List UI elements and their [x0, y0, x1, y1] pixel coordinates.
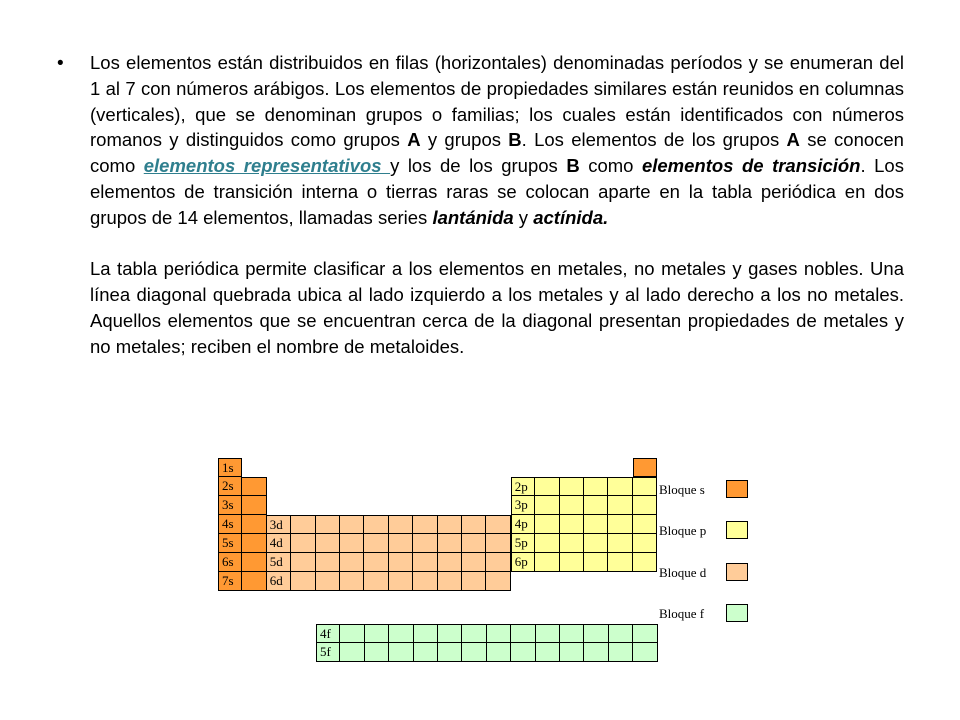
- cell-d: [462, 553, 486, 572]
- cell-d: [413, 572, 437, 591]
- cell-s-label: 7s: [218, 572, 242, 591]
- cell-d: [316, 553, 340, 572]
- cell-d: [316, 534, 340, 553]
- cell-f: [560, 624, 584, 643]
- cell-f: [414, 624, 438, 643]
- cell-f: [511, 624, 535, 643]
- cell-s-label: 1s: [218, 458, 242, 477]
- cell-p-label: 4p: [511, 515, 535, 534]
- cell-p: [560, 477, 584, 496]
- cell-d: [389, 553, 413, 572]
- cell-f: [487, 624, 511, 643]
- cell-d-label: 5d: [267, 553, 291, 572]
- cell-f: [560, 643, 584, 662]
- cell-p: [633, 553, 657, 572]
- cell-d: [438, 515, 462, 534]
- cell-d: [438, 572, 462, 591]
- cell-d: [316, 515, 340, 534]
- term-transicion: elementos de transición: [641, 155, 861, 177]
- bullet: •: [57, 53, 64, 74]
- cell-p: [584, 477, 608, 496]
- cell-p: [584, 553, 608, 572]
- cell-d: [389, 534, 413, 553]
- text-run: y grupos: [420, 129, 509, 151]
- cell-p-label: 6p: [511, 553, 535, 572]
- legend-swatch-f: [726, 604, 748, 622]
- cell-s: [242, 553, 266, 572]
- cell-s: [242, 534, 266, 553]
- cell-f: [462, 624, 486, 643]
- legend-label-p: Bloque p: [659, 523, 707, 538]
- cell-d: [462, 572, 486, 591]
- cell-s-label: 6s: [218, 553, 242, 572]
- cell-p: [535, 534, 559, 553]
- cell-p: [608, 553, 632, 572]
- cell-p-label: 2p: [511, 477, 535, 496]
- cell-s: [242, 572, 266, 591]
- cell-f-label: 4f: [316, 624, 340, 643]
- cell-he: [633, 458, 657, 477]
- cell-d: [389, 572, 413, 591]
- cell-d: [340, 515, 364, 534]
- cell-d: [340, 534, 364, 553]
- cell-d: [413, 553, 437, 572]
- cell-f: [633, 643, 657, 662]
- cell-d: [486, 515, 510, 534]
- cell-d-label: 6d: [267, 572, 291, 591]
- cell-d: [413, 515, 437, 534]
- cell-p: [608, 496, 632, 515]
- cell-f: [389, 643, 413, 662]
- cell-d: [364, 515, 388, 534]
- bold-A: A: [786, 129, 800, 151]
- link-elementos-representativos[interactable]: elementos representativos: [143, 155, 391, 177]
- cell-d: [486, 534, 510, 553]
- cell-d: [438, 553, 462, 572]
- cell-f: [609, 624, 633, 643]
- cell-f: [365, 643, 389, 662]
- cell-d: [316, 572, 340, 591]
- cell-p: [560, 553, 584, 572]
- cell-d: [389, 515, 413, 534]
- cell-s-label: 2s: [218, 477, 242, 496]
- text-run: . Los elementos de transición interna o tierras raras se colocan aparte en la tabla periódica en dos grupos de 14 elementos, llamadas series: [90, 155, 904, 228]
- cell-d: [364, 534, 388, 553]
- cell-p: [584, 496, 608, 515]
- cell-d: [291, 553, 315, 572]
- bold-B: B: [566, 155, 580, 177]
- cell-f: [340, 643, 364, 662]
- cell-s: [242, 515, 266, 534]
- cell-d-label: 3d: [267, 515, 291, 534]
- cell-d: [486, 572, 510, 591]
- legend-label-f: Bloque f: [659, 606, 705, 621]
- cell-f: [438, 624, 462, 643]
- bold-A: A: [407, 129, 421, 151]
- legend-swatch-d: [726, 563, 748, 581]
- cell-f: [340, 624, 364, 643]
- cell-s: [242, 496, 266, 515]
- cell-p: [535, 496, 559, 515]
- cell-p: [560, 534, 584, 553]
- paragraph-metals: La tabla periódica permite clasificar a los elementos en metales, no metales y gases nobles. Una línea diagonal quebrada ubica al lado izquierdo a los metales y al lado derecho a los no metales. Aquellos elementos que se encuentran cerca de la diagonal presentan propiedades de metales y no metales; reciben el nombre de metaloides.: [90, 258, 904, 357]
- cell-p: [633, 515, 657, 534]
- text-run: se conocen como: [90, 129, 904, 177]
- cell-s: [242, 477, 266, 496]
- cell-s-label: 5s: [218, 534, 242, 553]
- cell-d: [413, 534, 437, 553]
- cell-p: [560, 515, 584, 534]
- cell-p: [608, 515, 632, 534]
- cell-d: [438, 534, 462, 553]
- text-run: y: [513, 206, 534, 228]
- text-run: . Los elementos de los grupos: [521, 129, 787, 151]
- cell-f: [438, 643, 462, 662]
- cell-f: [609, 643, 633, 662]
- text-run: Los elementos están distribuidos en filas (horizontales) denominadas períodos y se enumeran del 1 al 7 con números arábigos. Los elementos de propiedades similares están reunidos en columnas (verticales), que se denominan grupos o familias; los cuales están identificados con números romanos y distinguidos como grupos: [90, 52, 904, 151]
- cell-d: [291, 515, 315, 534]
- cell-d: [291, 572, 315, 591]
- legend-label-d: Bloque d: [659, 565, 707, 580]
- cell-d: [462, 515, 486, 534]
- term-lantanida: lantánida: [432, 206, 514, 228]
- cell-f: [414, 643, 438, 662]
- term-actinida: actínida.: [533, 206, 609, 228]
- cell-d: [291, 534, 315, 553]
- cell-d: [364, 572, 388, 591]
- cell-f: [365, 624, 389, 643]
- cell-p: [633, 534, 657, 553]
- cell-p: [584, 515, 608, 534]
- cell-p: [535, 553, 559, 572]
- cell-f: [584, 624, 608, 643]
- cell-p-label: 5p: [511, 534, 535, 553]
- legend-swatch-p: [726, 521, 748, 539]
- cell-s-label: 4s: [218, 515, 242, 534]
- cell-f: [536, 624, 560, 643]
- cell-p: [608, 534, 632, 553]
- cell-p-label: 3p: [511, 496, 535, 515]
- cell-p: [584, 534, 608, 553]
- cell-p: [608, 477, 632, 496]
- cell-f: [511, 643, 535, 662]
- cell-p: [560, 496, 584, 515]
- legend-label-s: Bloque s: [659, 482, 705, 497]
- text-run: y los de los grupos: [390, 155, 567, 177]
- cell-d: [340, 572, 364, 591]
- cell-f: [462, 643, 486, 662]
- cell-f: [584, 643, 608, 662]
- text-run: como: [579, 155, 642, 177]
- cell-f-label: 5f: [316, 643, 340, 662]
- cell-f: [536, 643, 560, 662]
- cell-p: [633, 496, 657, 515]
- cell-p: [633, 477, 657, 496]
- cell-d-label: 4d: [267, 534, 291, 553]
- cell-d: [486, 553, 510, 572]
- cell-d: [340, 553, 364, 572]
- cell-d: [364, 553, 388, 572]
- cell-p: [535, 477, 559, 496]
- cell-f: [633, 624, 657, 643]
- cell-f: [389, 624, 413, 643]
- cell-p: [535, 515, 559, 534]
- cell-f: [487, 643, 511, 662]
- legend-swatch-s: [726, 480, 748, 498]
- bold-B: B: [508, 129, 522, 151]
- cell-d: [462, 534, 486, 553]
- cell-s-label: 3s: [218, 496, 242, 515]
